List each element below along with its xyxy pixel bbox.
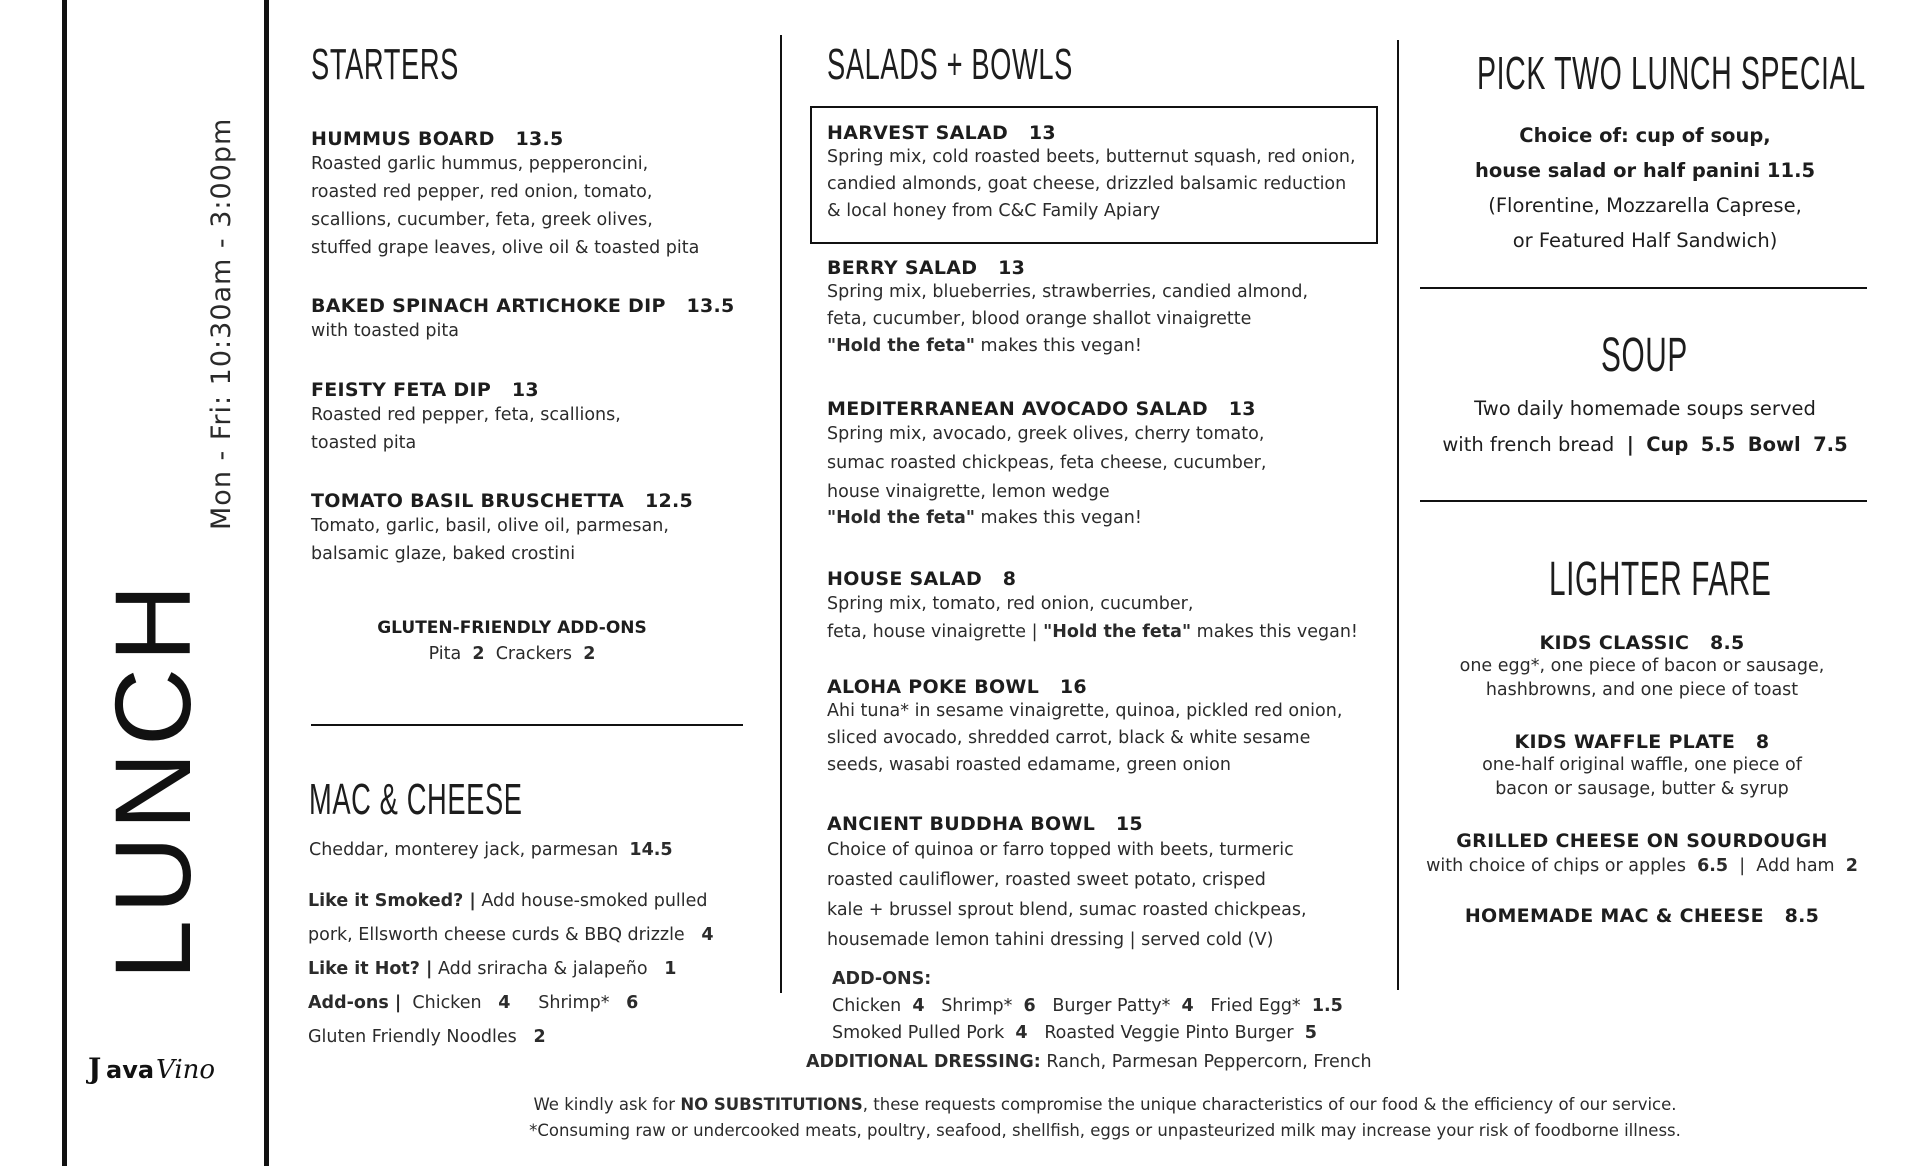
grilled-cheese: GRILLED CHEESE ON SOURDOUGH with choice of chips or apples 6.5 | Add ham 2	[1426, 830, 1858, 876]
crackers-price: 2	[583, 644, 596, 664]
starters-divider	[311, 724, 743, 726]
mac-base: Cheddar, monterey jack, parmesan 14.5	[309, 840, 673, 860]
item-price: 8	[1002, 568, 1017, 590]
item-price: 13.5	[686, 295, 735, 317]
item-price: 13.5	[515, 128, 564, 150]
salad-addons: ADD-ONS: Chicken 4 Shrimp* 6 Burger Patty* 4 Fried Egg* 1.5 Smoked Pulled Pork 4 Roasted Veggie Pinto Burger 5	[832, 966, 1392, 1047]
homemade-mac: HOMEMADE MAC & CHEESE 8.5	[1464, 905, 1820, 927]
item-name: BAKED SPINACH ARTICHOKE DIP	[311, 295, 666, 317]
lunch-title: LUNCH	[92, 577, 213, 980]
starters-heading: STARTERS	[311, 40, 459, 89]
svg-text:Vino: Vino	[156, 1055, 216, 1085]
item-name: HUMMUS BOARD	[311, 128, 495, 150]
harvest-salad: HARVEST SALAD 13 Spring mix, cold roasted beets, butternut squash, red onion, candied almonds, goat cheese, drizzled balsamic reduction & local honey from C&C Family Apiary	[827, 122, 1356, 221]
item-price: 12.5	[644, 490, 694, 512]
item-price: 13	[998, 257, 1026, 279]
poke-bowl: ALOHA POKE BOWL 16 Ahi tuna* in sesame vinaigrette, quinoa, pickled red onion, sliced avocado, shredded carrot, black & white sesame seeds, wasabi roasted edamame, green onion	[827, 676, 1343, 775]
mac-heading: MAC & CHEESE	[309, 775, 523, 824]
special-heading: PICK TWO LUNCH SPECIAL	[1477, 47, 1866, 99]
item-name: HARVEST SALAD	[827, 122, 1009, 144]
house-salad: HOUSE SALAD 8 Spring mix, tomato, red onion, cucumber, feta, house vinaigrette | "Hold the feta" makes this vegan!	[827, 568, 1358, 642]
gluten-addons	[311, 618, 713, 664]
special-details: Choice of: cup of soup, house salad or half panini 11.5 (Florentine, Mozzarella Caprese, or Featured Half Sandwich)	[1474, 124, 1816, 252]
item-name: ALOHA POKE BOWL	[827, 676, 1040, 698]
smoked-label: Like it Smoked? |	[308, 891, 476, 911]
pita-price: 2	[472, 644, 485, 664]
salad-addons-title: ADD-ONS:	[832, 969, 932, 989]
starter-bruschetta	[311, 490, 751, 568]
item-price: 16	[1059, 676, 1087, 698]
item-desc: Tomato, garlic, basil, olive oil, parmesan, balsamic glaze, baked crostini	[311, 516, 669, 564]
item-desc: Roasted red pepper, feta, scallions, toasted pita	[311, 405, 621, 453]
berry-salad: BERRY SALAD 13 Spring mix, blueberries, strawberries, candied almond, feta, cucumber, blood orange shallot vinaigrette "Hold the feta" makes this vegan!	[827, 257, 1309, 356]
soup-divider	[1420, 500, 1867, 502]
item-desc: Roasted garlic hummus, pepperoncini, roasted red pepper, red onion, tomato, scallions, cucumber, feta, greek olives, stuffed grape leaves, olive oil & toasted pita	[311, 154, 700, 258]
soup-heading: SOUP	[1601, 329, 1688, 382]
mac-options: Like it Smoked? | Add house-smoked pulled pork, Ellsworth cheese curds & BBQ drizzle 4 Like it Hot? | Add sriracha & jalapeño 1 Add-ons | Chicken 4 Shrimp* 6 Gluten Friendly Noodles 2	[308, 891, 714, 1047]
gluten-addons-title: GLUTEN-FRIENDLY ADD-ONS	[377, 618, 647, 638]
javavino-logo	[86, 1048, 246, 1092]
left-border-outer	[62, 0, 67, 1166]
svg-text:J: J	[88, 1052, 102, 1085]
item-price: 15	[1115, 813, 1143, 835]
pita-label: Pita	[428, 644, 462, 664]
lighter-heading: LIGHTER FARE	[1549, 553, 1772, 606]
smoked-price: 4	[701, 925, 714, 945]
item-price: 13	[1228, 398, 1256, 420]
item-name: TOMATO BASIL BRUSCHETTA	[311, 490, 625, 512]
left-border-inner	[264, 0, 269, 1166]
starter-hummus	[311, 128, 751, 262]
hot-price: 1	[664, 959, 677, 979]
starter-feta-dip	[311, 379, 751, 457]
mediterranean-salad: MEDITERRANEAN AVOCADO SALAD 13 Spring mix, avocado, greek olives, cherry tomato, sumac roasted chickpeas, feta cheese, cucumber, house vinaigrette, lemon wedge "Hold the feta" makes this vegan!	[827, 398, 1267, 528]
mac-base-price: 14.5	[629, 840, 673, 860]
column-divider-2	[1397, 40, 1399, 990]
item-name: FEISTY FETA DIP	[311, 379, 492, 401]
hours-text: Mon - Fri: 10:30am - 3:00pm	[206, 117, 237, 530]
special-divider	[1420, 287, 1867, 289]
item-price: 13	[1028, 122, 1056, 144]
column-divider-1	[780, 35, 782, 993]
starter-spinach-dip	[311, 295, 751, 345]
item-desc: with toasted pita	[311, 321, 459, 341]
svg-text:ava: ava	[106, 1056, 155, 1084]
item-name: HOUSE SALAD	[827, 568, 983, 590]
item-name: ANCIENT BUDDHA BOWL	[827, 813, 1096, 835]
kids-waffle: KIDS WAFFLE PLATE 8 one-half original waffle, one piece of bacon or sausage, butter & syrup	[1482, 731, 1802, 799]
buddha-bowl: ANCIENT BUDDHA BOWL 15 Choice of quinoa or farro topped with beets, turmeric roasted cauliflower, roasted sweet potato, crisped kale + brussel sprout blend, sumac roasted chickpeas, housemade lemon tahini dressing | served cold (V)	[827, 813, 1307, 950]
soup-details: Two daily homemade soups served with french bread | Cup 5.5 Bowl 7.5	[1442, 397, 1848, 456]
hot-label: Like it Hot? |	[308, 959, 433, 979]
mac-addons-label: Add-ons |	[308, 993, 402, 1013]
crackers-label: Crackers	[495, 644, 573, 664]
item-price: 13	[511, 379, 539, 401]
item-name: MEDITERRANEAN AVOCADO SALAD	[827, 398, 1208, 420]
salads-heading: SALADS + BOWLS	[827, 40, 1073, 89]
additional-dressing: ADDITIONAL DRESSING: Ranch, Parmesan Peppercorn, French	[806, 1052, 1372, 1072]
item-name: BERRY SALAD	[827, 257, 978, 279]
footer-notice: We kindly ask for NO SUBSTITUTIONS, these requests compromise the unique characteristics of our food & the efficiency of our service. *Consuming raw or undercooked meats, poultry, seafood, shellfish, eggs or unpasteurized milk may increase your risk of foodborne illness.	[529, 1095, 1681, 1140]
kids-classic: KIDS CLASSIC 8.5 one egg*, one piece of bacon or sausage, hashbrowns, and one piece of toast	[1459, 632, 1825, 700]
